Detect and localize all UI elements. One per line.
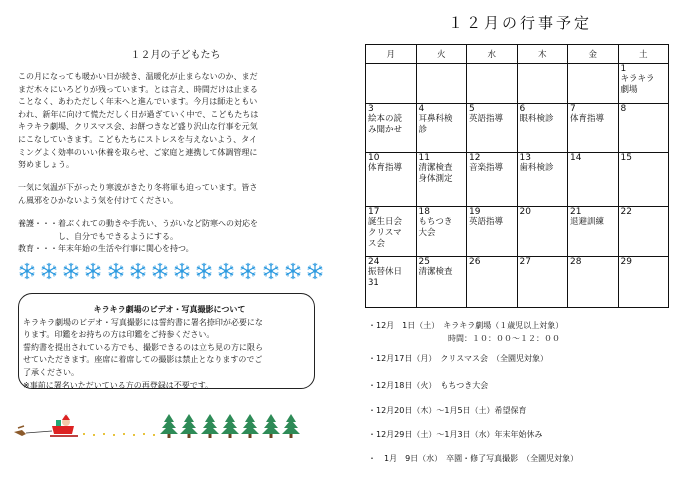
day-number: 10 bbox=[368, 153, 380, 163]
left-title: １２月の子どもたち bbox=[130, 50, 221, 61]
snowflake-icon bbox=[284, 262, 302, 280]
day-number: 1 bbox=[620, 64, 627, 74]
schedule-item: ・12月 1日（土） キラキラ劇場（１歳児以上対象） bbox=[368, 321, 564, 330]
event-label: 耳鼻科検 bbox=[418, 114, 453, 124]
calendar-day-cell bbox=[416, 153, 467, 207]
event-label: 体育指導 bbox=[368, 163, 403, 173]
calendar-day-cell bbox=[618, 104, 669, 153]
goals bbox=[18, 218, 338, 256]
notice-line: キラキラ劇場のビデオ・写真撮影には誓約書に署名捺印が必要にな bbox=[23, 317, 263, 327]
snowflake-icon bbox=[262, 262, 280, 280]
tree-icon bbox=[180, 414, 198, 438]
tree-border bbox=[160, 414, 300, 438]
schedule-item: ・12月18日（火） もちつき大会 bbox=[368, 381, 489, 390]
calendar-day-cell bbox=[568, 153, 619, 207]
weekday-header-row bbox=[366, 45, 669, 64]
calendar-day-cell bbox=[366, 153, 417, 207]
schedule-item: ・12月29日（土）～1月3日（水）年末年始休み bbox=[368, 430, 543, 439]
calendar-day-cell bbox=[517, 64, 568, 104]
calendar-day-cell bbox=[618, 64, 669, 104]
notice-line: せていただきます。座席に着席しての撮影は禁止となりますのでご bbox=[23, 355, 263, 365]
weekday-header: 土 bbox=[618, 45, 669, 64]
goal-line: 着ぶくれての動きや手洗い、うがいなど防寒への対応を bbox=[58, 219, 258, 228]
day-number: 14 bbox=[570, 153, 582, 163]
calendar-day-cell bbox=[517, 257, 568, 308]
calendar-day-cell bbox=[618, 207, 669, 257]
day-number: 4 bbox=[418, 104, 425, 114]
tree-icon bbox=[262, 414, 280, 438]
day-number: 25 bbox=[418, 257, 430, 267]
calendar-day-cell bbox=[618, 153, 669, 207]
video-notice-box bbox=[18, 293, 315, 389]
event-label: 英語指導 bbox=[469, 114, 504, 124]
event-label: 劇場 bbox=[620, 85, 638, 95]
right-title: １２月の行事予定 bbox=[447, 14, 592, 32]
notice-line: 誓約書を提出されている方でも、撮影できるのは立ち見の方に限ら bbox=[23, 342, 263, 352]
snowflake-icon bbox=[195, 262, 213, 280]
event-label: 大会 bbox=[418, 228, 436, 238]
snowflake-icon bbox=[306, 262, 324, 280]
weekday-header: 火 bbox=[416, 45, 467, 64]
tree-icon bbox=[241, 414, 259, 438]
day-number: 15 bbox=[620, 153, 632, 163]
notice-line: ります。印鑑をお持ちの方は印鑑をご持参ください。 bbox=[23, 330, 215, 340]
sparkle-trail-icon bbox=[80, 430, 160, 438]
calendar-day-cell bbox=[366, 207, 417, 257]
event-calendar bbox=[365, 44, 669, 308]
event-label: ス会 bbox=[368, 239, 386, 249]
snowflake-border bbox=[18, 262, 324, 280]
calendar-day-cell bbox=[467, 104, 518, 153]
goal-education bbox=[18, 243, 338, 256]
goal-line: し、自分でもできるようにする。 bbox=[58, 231, 178, 241]
goal-care bbox=[18, 218, 338, 243]
calendar-day-cell bbox=[366, 257, 417, 308]
calendar-day-cell bbox=[416, 257, 467, 308]
event-label: 歯科検診 bbox=[519, 163, 554, 173]
tree-icon bbox=[160, 414, 178, 438]
calendar-day-cell bbox=[416, 64, 467, 104]
day-number: 28 bbox=[570, 257, 582, 267]
day-number: 24 bbox=[368, 257, 380, 267]
calendar-week-row bbox=[366, 153, 669, 207]
intro-line: 努めましょう。 bbox=[18, 160, 74, 170]
calendar-day-cell bbox=[568, 207, 619, 257]
calendar-day-cell bbox=[517, 153, 568, 207]
schedule-item: ・12月20日（木）～1月5日（土）希望保育 bbox=[368, 406, 527, 415]
schedule-item: ・ 1月 9日（水） 卒園・修了写真撮影 （全園児対象） bbox=[368, 454, 579, 463]
intro-line: この月になっても暖かい日が続き、温暖化が止まらないのか、まだ bbox=[18, 72, 258, 81]
event-label: 音楽指導 bbox=[469, 163, 504, 173]
schedule-item: ・12月17日（月） クリスマス会 （全園児対象） bbox=[368, 354, 549, 363]
day-number: 5 bbox=[469, 104, 475, 114]
calendar-week-row bbox=[366, 104, 669, 153]
snowflake-icon bbox=[40, 262, 58, 280]
event-label: 絵本の読 bbox=[368, 114, 403, 124]
calendar-day-cell bbox=[467, 257, 518, 308]
day-number: 18 bbox=[418, 207, 430, 217]
goal-label: 養護・・・ bbox=[18, 219, 58, 228]
intro-line: ミングよく効率のいい休養を取らせ、ご家庭と連携して体調管理に bbox=[18, 147, 258, 157]
calendar-day-cell bbox=[467, 207, 518, 257]
intro-line: キラキラ劇場、クリスマス会、お餅つきなど盛り沢山な行事を元気 bbox=[18, 122, 258, 132]
day-number: 7 bbox=[570, 104, 576, 114]
snowflake-icon bbox=[18, 262, 36, 280]
calendar-day-cell bbox=[568, 64, 619, 104]
day-number: 27 bbox=[519, 257, 531, 267]
event-label: クリスマ bbox=[368, 228, 402, 238]
weekday-header: 月 bbox=[366, 45, 417, 64]
tree-icon bbox=[201, 414, 219, 438]
snowflake-icon bbox=[173, 262, 191, 280]
event-label: 体育指導 bbox=[570, 114, 605, 124]
day-number: 3 bbox=[368, 104, 374, 114]
event-label: み聞かせ bbox=[368, 125, 403, 135]
goal-text bbox=[58, 218, 258, 243]
event-label: 清潔検査 bbox=[418, 163, 453, 173]
day-number: 26 bbox=[469, 257, 481, 267]
event-label: 眼科検診 bbox=[519, 114, 554, 124]
notice-line: 了承ください。 bbox=[23, 367, 79, 377]
tree-icon bbox=[282, 414, 300, 438]
cold-weather-paragraph bbox=[18, 182, 338, 207]
intro-line: ことなく、あわただしく年末へと進んでいます。今月は師走ともい bbox=[18, 97, 258, 107]
event-label: 退避訓練 bbox=[570, 217, 605, 227]
calendar-day-cell bbox=[416, 104, 467, 153]
calendar-day-cell bbox=[467, 153, 518, 207]
para2-line: 一気に気温が下がったり寒波がきたり冬将軍も迫っています。皆さ bbox=[18, 183, 258, 192]
notice-line: ※事前に署名いただいている方の再登録は不要です。 bbox=[23, 380, 214, 390]
calendar-day-cell bbox=[568, 104, 619, 153]
snowflake-icon bbox=[84, 262, 102, 280]
event-label: キラキラ bbox=[620, 74, 655, 84]
event-label: 誕生日会 bbox=[368, 217, 403, 227]
calendar-day-cell bbox=[467, 64, 518, 104]
intro-paragraph bbox=[18, 71, 338, 172]
day-number: 6 bbox=[519, 104, 526, 114]
day-number: 19 bbox=[469, 207, 481, 217]
day-number: 29 bbox=[620, 257, 632, 267]
weekday-header: 水 bbox=[467, 45, 518, 64]
snowflake-icon bbox=[62, 262, 80, 280]
event-label: 清潔検査 bbox=[418, 267, 453, 277]
goal-line: 年末年始の生活や行事に関心を持つ。 bbox=[58, 244, 194, 254]
day-number: 22 bbox=[620, 207, 632, 217]
calendar-day-cell bbox=[416, 207, 467, 257]
calendar-day-cell bbox=[517, 104, 568, 153]
event-label: 振替休日 bbox=[368, 267, 403, 277]
day-number: 17 bbox=[368, 207, 380, 217]
snowflake-icon bbox=[107, 262, 125, 280]
weekday-header: 木 bbox=[517, 45, 568, 64]
intro-line: われ、新年に向けて慌ただしく日が過ぎていく中で、こどもたちは bbox=[18, 109, 259, 119]
day-number: 13 bbox=[519, 153, 531, 163]
event-label: 身体測定 bbox=[418, 174, 453, 184]
event-label: もちつき bbox=[418, 217, 453, 227]
calendar-week-row bbox=[366, 257, 669, 308]
intro-line: まだ木々にいろどりが残っています。とは言え、時間だけは止まる bbox=[18, 84, 258, 94]
day-number: 20 bbox=[519, 207, 531, 217]
calendar-day-cell bbox=[366, 104, 417, 153]
santa-sleigh-icon bbox=[12, 414, 82, 438]
para2-line: ん風邪をひかないよう気を付けてください。 bbox=[18, 195, 178, 205]
event-label: 診 bbox=[418, 125, 428, 135]
snowflake-icon bbox=[217, 262, 235, 280]
notice-title: キラキラ劇場のビデオ・写真撮影について bbox=[93, 305, 246, 314]
day-number: 12 bbox=[469, 153, 481, 163]
calendar-day-cell bbox=[618, 257, 669, 308]
day-number: 11 bbox=[418, 153, 430, 163]
event-label: 31 bbox=[368, 278, 379, 288]
calendar-day-cell bbox=[366, 64, 417, 104]
calendar-day-cell bbox=[568, 257, 619, 308]
day-number: 21 bbox=[570, 207, 582, 217]
tree-icon bbox=[221, 414, 239, 438]
schedule-item: 時間：１０：００～１２：００ bbox=[368, 334, 560, 343]
goal-label: 教育・・・ bbox=[18, 244, 58, 254]
intro-line: にこなしていきます。こどもたちにストレスを与えないよう、タイ bbox=[18, 134, 257, 144]
snowflake-icon bbox=[239, 262, 257, 280]
event-label: 英語指導 bbox=[469, 217, 504, 227]
day-number: 8 bbox=[620, 104, 627, 114]
snowflake-icon bbox=[129, 262, 147, 280]
calendar-week-row bbox=[366, 64, 669, 104]
calendar-week-row bbox=[366, 207, 669, 257]
snowflake-icon bbox=[151, 262, 169, 280]
calendar-day-cell bbox=[517, 207, 568, 257]
weekday-header: 金 bbox=[568, 45, 619, 64]
